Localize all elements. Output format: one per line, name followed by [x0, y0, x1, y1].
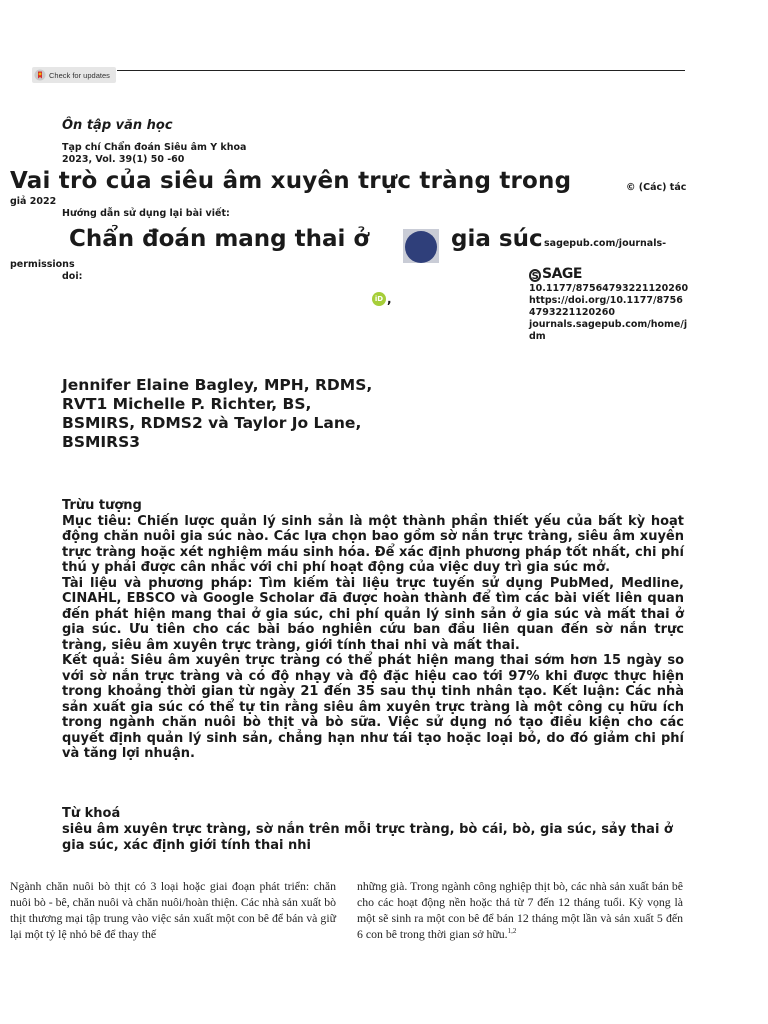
author-line: BSMIRS3 [62, 433, 141, 451]
bookmark-update-icon [34, 69, 46, 81]
article-title-line1: Vai trò của siêu âm xuyên trực tràng trong [10, 168, 572, 194]
body-column-left [10, 878, 336, 942]
abstract [62, 498, 684, 762]
sage-circle-icon: S [529, 269, 541, 282]
check-for-updates-button[interactable] [32, 67, 116, 83]
orcid-comma: , [387, 292, 392, 306]
article-title-line2 [69, 226, 369, 252]
citation-superscript[interactable]: 1,2 [507, 927, 517, 936]
orcid-icon[interactable]: iD [372, 292, 386, 306]
abstract-methods: Tài liệu và phương pháp: Tìm kiếm tài liệu trực tuyến sử dụng PubMed, Medline, CINAHL, EBSCO và Google Scholar đã được hoàn thành để tìm các bài viết liên quan đến phát hiện mang thai ở gia súc, chi phí quản lý sinh sản ở gia súc và mất thai ở gia súc. Ưu tiên cho các bài báo nghiên cứu ban đầu liên quan đến sờ nắn trực tràng, siêu âm xuyên trực tràng, giới tính thai nhi và mất thai. [62, 575, 684, 653]
keywords-heading: Từ khoá [62, 806, 121, 821]
author-line: RVT1 Michelle P. Richter, BS, [62, 395, 312, 413]
doi-label: doi: [62, 271, 83, 282]
body-column-right [357, 878, 683, 942]
publication-meta [529, 283, 689, 343]
reuse-url[interactable]: sagepub.com/journals- [544, 238, 667, 249]
abstract-results: Kết quả: Siêu âm xuyên trực tràng có thể phát hiện mang thai sớm hơn 15 ngày so với sờ nắn trực tràng và có độ nhạy và độ đặc hiệu cao tới 97% khi được thực hiện trong khoảng thời gian từ ngày 21 đến 35 sau thụ tinh nhân tạo. Kết luận: Các nhà sản xuất gia súc có thể tự tin rằng siêu âm xuyên trực tràng là một công cụ hữu ích trong ngành chăn nuôi bò thịt và bò sữa. Việc sử dụng nó tạo điều kiện cho các quyết định quản lý sinh sản, chẳng hạn như tái tạo hoặc loại bỏ, do đó giảm chi phí và tăng lợi nhuận. [62, 653, 684, 761]
keywords-text: siêu âm xuyên trực tràng, sờ nắn trên mỗi trực tràng, bò cái, bò, gia súc, sảy thai ở gia súc, xác định giới tính thai nhi [62, 822, 673, 853]
sage-logo [529, 266, 582, 282]
author-list [62, 376, 402, 452]
header-rule [117, 70, 685, 71]
check-for-updates-label: Check for updates [49, 70, 110, 80]
body-left-text: Ngành chăn nuôi bò thịt có 3 loại hoặc giai đoạn phát triển: chăn nuôi bò - bê, chăn nuôi và chăn nuôi/hoàn thiện. Các nhà sản xuất bò thịt thương mại tập trung vào việc sản xuất một con bê để bán và giữ lại một tỷ lệ nhỏ bê để thay thế [10, 879, 336, 941]
copyright-notice-cont: giả 2022 [10, 196, 57, 207]
reuse-guidelines-label: Hướng dẫn sử dụng lại bài viết: [62, 208, 230, 219]
doi-number: 10.1177/87564793221120260 [529, 283, 689, 294]
journal-name: Tạp chí Chẩn đoán Siêu âm Y khoa [62, 142, 247, 153]
author-line: Jennifer Elaine Bagley, MPH, RDMS, [62, 376, 373, 394]
cover-thumbnail-icon [403, 229, 439, 263]
author-line: BSMIRS, RDMS2 và Taylor Jo Lane, [62, 414, 362, 432]
article-type: Ôn tập văn học [62, 118, 173, 133]
keywords [62, 806, 684, 854]
doi-link[interactable]: https://doi.org/10.1177/87564793221120260 [529, 295, 683, 318]
article-title-line2-a: Chẩn đoán mang thai ở [69, 226, 370, 252]
journal-home-link[interactable]: journals.sagepub.com/home/jdm [529, 319, 688, 342]
body-right-text: những già. Trong ngành công nghiệp thịt bò, các nhà sản xuất bán bê cho các hoạt động nền hoặc thả từ 7 đến 12 tháng tuổi. Kỳ vọng là một sẽ sinh ra một con bê để bán 12 tháng một lần và sản xuất 5 đến 6 con bê trong thời gian sở hữu. [357, 879, 683, 941]
journal-volume: 2023, Vol. 39(1) 50 -60 [62, 154, 185, 165]
abstract-objective: Mục tiêu: Chiến lược quản lý sinh sản là một thành phần thiết yếu của bất kỳ hoạt động chăn nuôi gia súc nào. Các lựa chọn bao gồm sờ nắn trực tràng, siêu âm xuyên trực tràng hoặc xét nghiệm máu sinh hóa. Để xác định phương pháp tốt nhất, chi phí thú y phải được cân nhắc với chi phí hoạt động của việc duy trì gia súc mở. [62, 513, 684, 575]
copyright-notice: © (Các) tác [626, 182, 687, 193]
permissions-label: permissions [10, 259, 75, 270]
sage-logo-text: SAGE [542, 266, 582, 282]
article-title-line2-b: gia súc [451, 226, 543, 252]
abstract-heading: Trừu tượng [62, 498, 142, 513]
